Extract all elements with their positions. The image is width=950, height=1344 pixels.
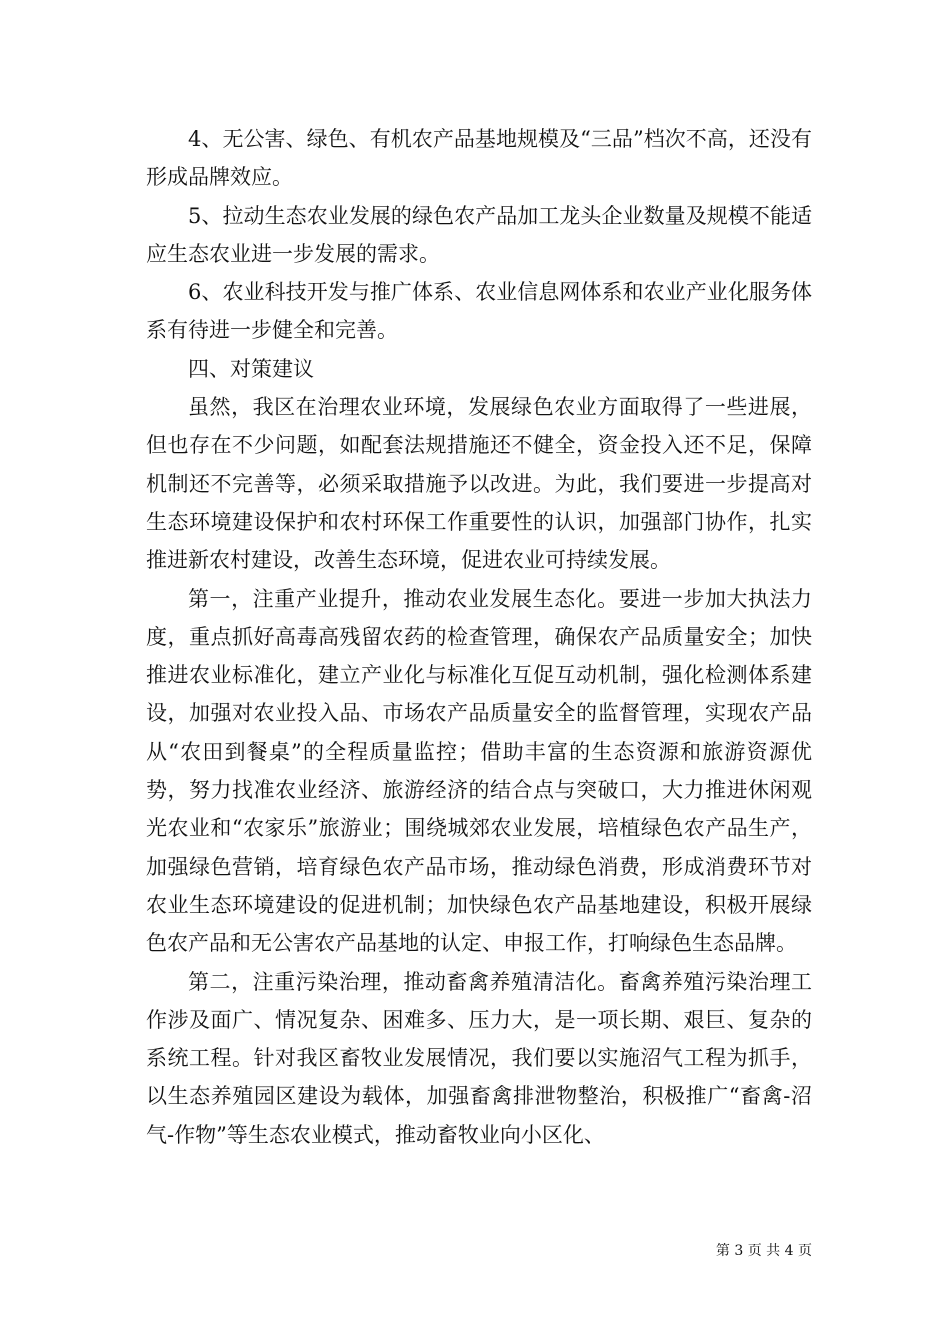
paragraph-second-measure: 第二，注重污染治理，推动畜禽养殖清洁化。畜禽养殖污染治理工作涉及面广、情况复杂、困难多、压力大，是一项长期、艰巨、复杂的系统工程。针对我区畜牧业发展情况，我们要以实施沼气工程为抓手，以生态养殖园区建设为载体，加强畜禽排泄物整治，积极推广“畜禽-沼气-作物”等生态农业模式，推动畜牧业向小区化、 [146,969,812,1147]
page-number-footer: 第 3 页 共 4 页 [715,1243,812,1259]
paragraph-item-4: 4、无公害、绿色、有机农产品基地规模及“三品”档次不高，还没有形成品牌效应。 [146,127,812,190]
paragraph-first-measure: 第一，注重产业提升，推动农业发展生态化。要进一步加大执法力度，重点抓好高毒高残留农药的检查管理，确保农产品质量安全；加快推进农业标准化，建立产业化与标准化互促互动机制，强化检测体系建设，加强对农业投入品、市场农产品质量安全的监督管理，实现农产品从“农田到餐桌”的全程质量监控；借助丰富的生态资源和旅游资源优势，努力找准农业经济、旅游经济的结合点与突破口，大力推进休闲观光农业和“农家乐”旅游业；围绕城郊农业发展，培植绿色农产品生产，加强绿色营销，培育绿色农产品市场，推动绿色消费，形成消费环节对农业生态环境建设的促进机制；加快绿色农产品基地建设，积极开展绿色农产品和无公害农产品基地的认定、申报工作，打响绿色生态品牌。 [146,586,812,956]
document-body [146,120,812,1154]
paragraph-intro: 虽然，我区在治理农业环境，发展绿色农业方面取得了一些进展，但也存在不少问题，如配套法规措施还不健全，资金投入还不足，保障机制还不完善等，必须采取措施予以改进。为此，我们要进一步提高对生态环境建设保护和农村环保工作重要性的认识，加强部门协作，扎实推进新农村建设，改善生态环境，促进农业可持续发展。 [146,395,812,573]
paragraph-item-6: 6、农业科技开发与推广体系、农业信息网体系和农业产业化服务体系有待进一步健全和完善。 [146,280,812,343]
paragraph-item-5: 5、拉动生态农业发展的绿色农产品加工龙头企业数量及规模不能适应生态农业进一步发展的需求。 [146,203,812,266]
section-heading-countermeasures: 四、对策建议 [188,356,314,381]
